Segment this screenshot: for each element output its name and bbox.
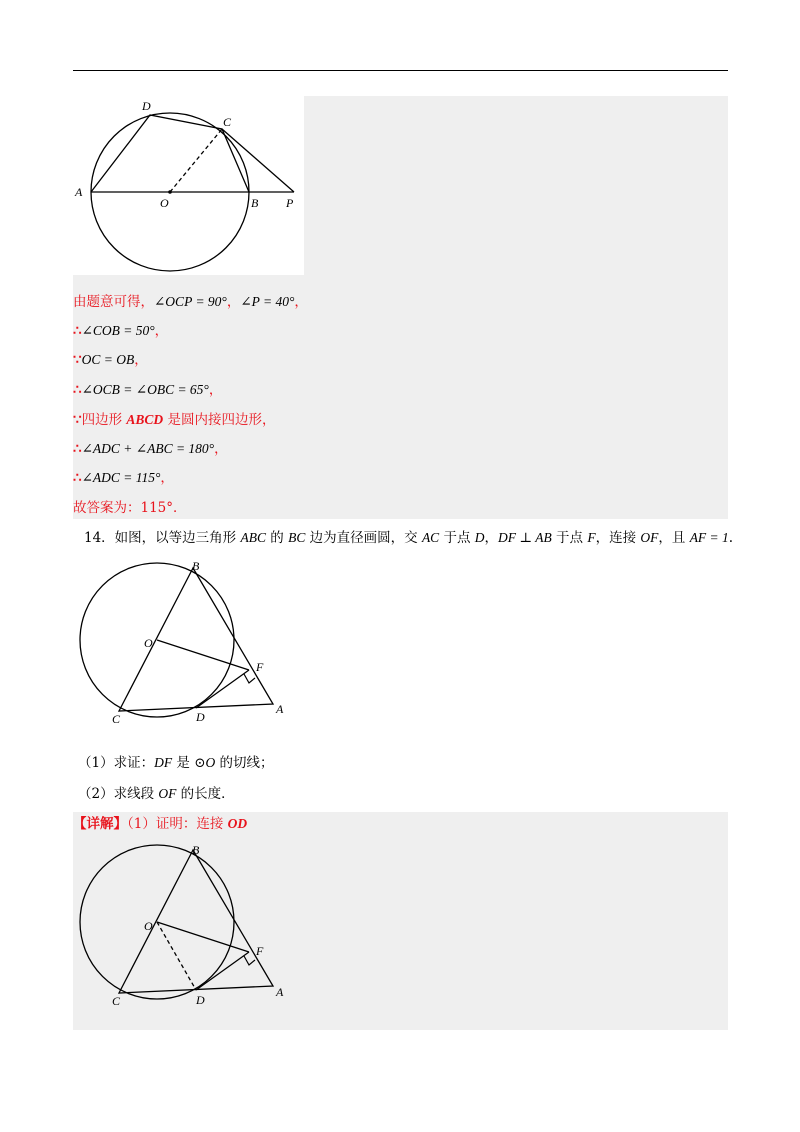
stem-math: BC (288, 530, 306, 545)
solution-13-line-1 (73, 293, 308, 311)
stem-part: ，且 (658, 530, 690, 546)
comma: ， (214, 441, 228, 457)
angle-ocp: ∠OCP = 90° (154, 294, 227, 309)
stem-part: 于点 (551, 530, 588, 546)
stem-part: 的 (265, 530, 289, 546)
angle-p: ∠P = 40° (240, 294, 295, 309)
header-rule (73, 70, 728, 71)
given-text: 由题意可得， (73, 294, 154, 310)
inscribed-text: 是圆内接四边形， (163, 412, 276, 428)
stem-part: ，连接 (595, 530, 641, 546)
solution-14-heading (73, 815, 247, 833)
because-symbol: ∵ (73, 412, 82, 428)
angle-cob: ∠COB = 50° (81, 323, 155, 338)
solution-13-line-6 (73, 440, 228, 458)
label-O: O (144, 919, 153, 933)
label-A: A (75, 185, 83, 199)
proof-text: （1）证明：连接 (127, 816, 228, 832)
detail-tag: 【详解】 (73, 816, 127, 832)
comma: ， (208, 382, 223, 398)
proof-math: OD (227, 816, 248, 831)
separator: ， (226, 294, 241, 310)
solution-13-answer (73, 499, 187, 517)
figure-14-svg (78, 560, 296, 726)
solution-13-line-5 (73, 411, 275, 429)
figure-13 (73, 96, 304, 275)
therefore-symbol: ∴ (73, 470, 82, 486)
therefore-symbol: ∴ (73, 382, 82, 398)
stem-math: AC (421, 530, 440, 545)
q2-math: OF (158, 786, 177, 801)
figure-13-svg (73, 96, 304, 275)
label-C: C (223, 115, 232, 129)
answer-text: 故答案为：115°． (73, 500, 187, 516)
stem-part: 边为直径画圆，交 (305, 530, 422, 546)
stem-part: . (728, 530, 734, 546)
stem-part: 于点 (439, 530, 475, 546)
angle-adc: ∠ADC = 115° (81, 470, 161, 485)
q2-part: （2）求线段 (78, 786, 159, 802)
q2-part: 的长度． (176, 786, 235, 802)
stem-part: ， (484, 530, 499, 546)
angle-sum: ∠ADC + ∠ABC = 180° (81, 441, 215, 456)
label-P: P (286, 196, 294, 210)
stem-math: F (587, 530, 596, 545)
stem-math: AF = 1 (689, 530, 729, 545)
q1-part: （1）求证： (78, 755, 155, 771)
solution-13-line-3 (73, 351, 148, 369)
label-D: D (196, 710, 205, 724)
solution-13-line-2 (73, 322, 168, 340)
question-2 (78, 785, 235, 803)
solution-13-line-7 (73, 469, 174, 487)
label-B: B (192, 560, 200, 573)
label-F: F (256, 660, 264, 674)
stem-math: D (474, 530, 485, 545)
oc-equals-ob: OC = OB (81, 352, 135, 367)
stem-math: DF ⊥ AB (498, 530, 552, 545)
stem-part: 14．如图，以等边三角形 (84, 530, 241, 546)
comma: ， (154, 323, 169, 339)
problem-14-stem (84, 529, 733, 547)
comma: ， (160, 470, 174, 486)
angle-ocb: ∠OCB = ∠OBC = 65° (81, 382, 209, 397)
comma: ， (134, 352, 148, 368)
label-O: O (160, 196, 169, 210)
label-D: D (196, 993, 205, 1007)
figure-14-solution (78, 842, 296, 1008)
q1-math: ⊙O (194, 755, 216, 770)
q1-math: DF (154, 755, 173, 770)
label-F: F (256, 944, 264, 958)
quad-text: 四边形 (81, 412, 127, 428)
label-A: A (276, 985, 284, 999)
label-C: C (112, 712, 121, 726)
solution-13-line-4 (73, 381, 222, 399)
label-B: B (251, 196, 259, 210)
comma: ， (294, 294, 308, 310)
label-O: O (144, 636, 153, 650)
label-D: D (142, 99, 151, 113)
therefore-symbol: ∴ (73, 441, 82, 457)
label-B: B (192, 843, 200, 857)
stem-math: ABC (240, 530, 266, 545)
because-symbol: ∵ (73, 352, 82, 368)
label-A: A (276, 702, 284, 716)
question-1 (78, 754, 274, 772)
figure-14-solution-svg (78, 842, 296, 1008)
therefore-symbol: ∴ (73, 323, 82, 339)
q1-part: 的切线； (215, 755, 274, 771)
quad-abcd: ABCD (126, 412, 164, 427)
label-C: C (112, 994, 121, 1008)
q1-part: 是 (172, 755, 195, 771)
figure-14 (78, 560, 296, 726)
stem-math: OF (640, 530, 659, 545)
